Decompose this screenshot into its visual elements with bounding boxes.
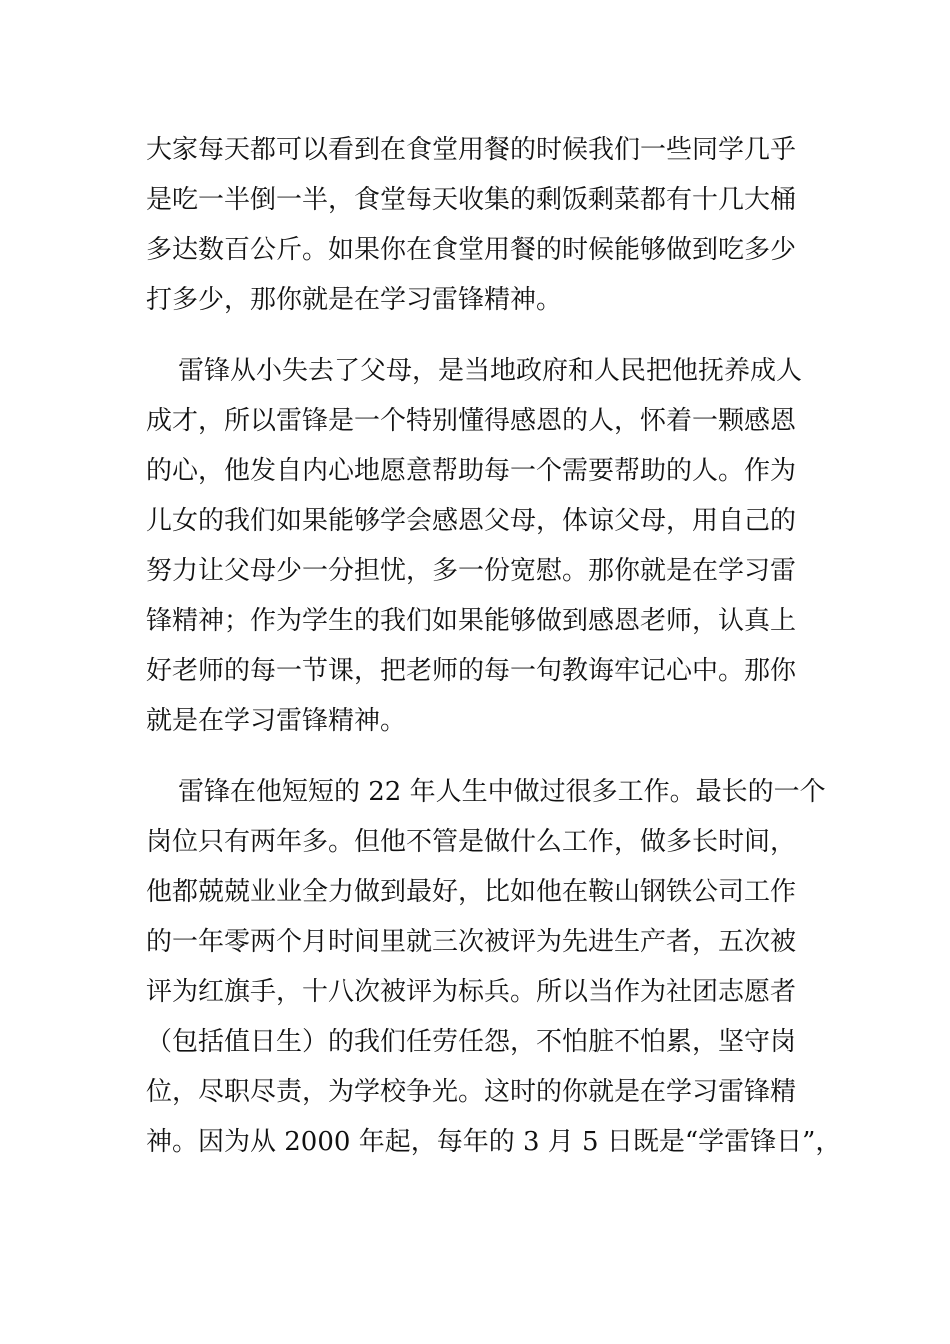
text-line: 的心，他发自内心地愿意帮助每一个需要帮助的人。作为 bbox=[146, 456, 797, 486]
text-line: 是吃一半倒一半，食堂每天收集的剩饭剩菜都有十几大桶 bbox=[146, 185, 797, 215]
text-line: 大家每天都可以看到在食堂用餐的时候我们一些同学几乎 bbox=[146, 135, 797, 165]
text-line: （包括值日生）的我们任劳任怨，不怕脏不怕累，坚守岗 bbox=[146, 1027, 797, 1057]
text-line: 他都兢兢业业全力做到最好，比如他在鞍山钢铁公司工作 bbox=[146, 877, 797, 907]
text-line: 锋精神；作为学生的我们如果能够做到感恩老师，认真上 bbox=[146, 606, 797, 636]
text-line: 的一年零两个月时间里就三次被评为先进生产者，五次被 bbox=[146, 927, 797, 957]
text-line: 多达数百公斤。如果你在食堂用餐的时候能够做到吃多少 bbox=[146, 235, 797, 265]
text-line: 雷锋在他短短的 22 年人生中做过很多工作。最长的一个 bbox=[178, 777, 826, 807]
text-line: 评为红旗手，十八次被评为标兵。所以当作为社团志愿者 bbox=[146, 977, 797, 1007]
text-line: 雷锋从小失去了父母，是当地政府和人民把他抚养成人 bbox=[178, 356, 803, 386]
text-line: 岗位只有两年多。但他不管是做什么工作，做多长时间， bbox=[146, 827, 797, 857]
text-line: 儿女的我们如果能够学会感恩父母，体谅父母，用自己的 bbox=[146, 506, 797, 536]
text-line: 打多少，那你就是在学习雷锋精神。 bbox=[146, 285, 563, 315]
text-line: 成才，所以雷锋是一个特别懂得感恩的人，怀着一颗感恩 bbox=[146, 406, 797, 436]
text-line: 就是在学习雷锋精神。 bbox=[146, 706, 407, 736]
text-line: 位，尽职尽责，为学校争光。这时的你就是在学习雷锋精 bbox=[146, 1077, 797, 1107]
text-line: 好老师的每一节课，把老师的每一句教诲牢记心中。那你 bbox=[146, 656, 797, 686]
text-line: 神。因为从 2000 年起，每年的 3 月 5 日既是“学雷锋日”， bbox=[146, 1127, 842, 1157]
text-line: 努力让父母少一分担忧，多一份宽慰。那你就是在学习雷 bbox=[146, 556, 797, 586]
